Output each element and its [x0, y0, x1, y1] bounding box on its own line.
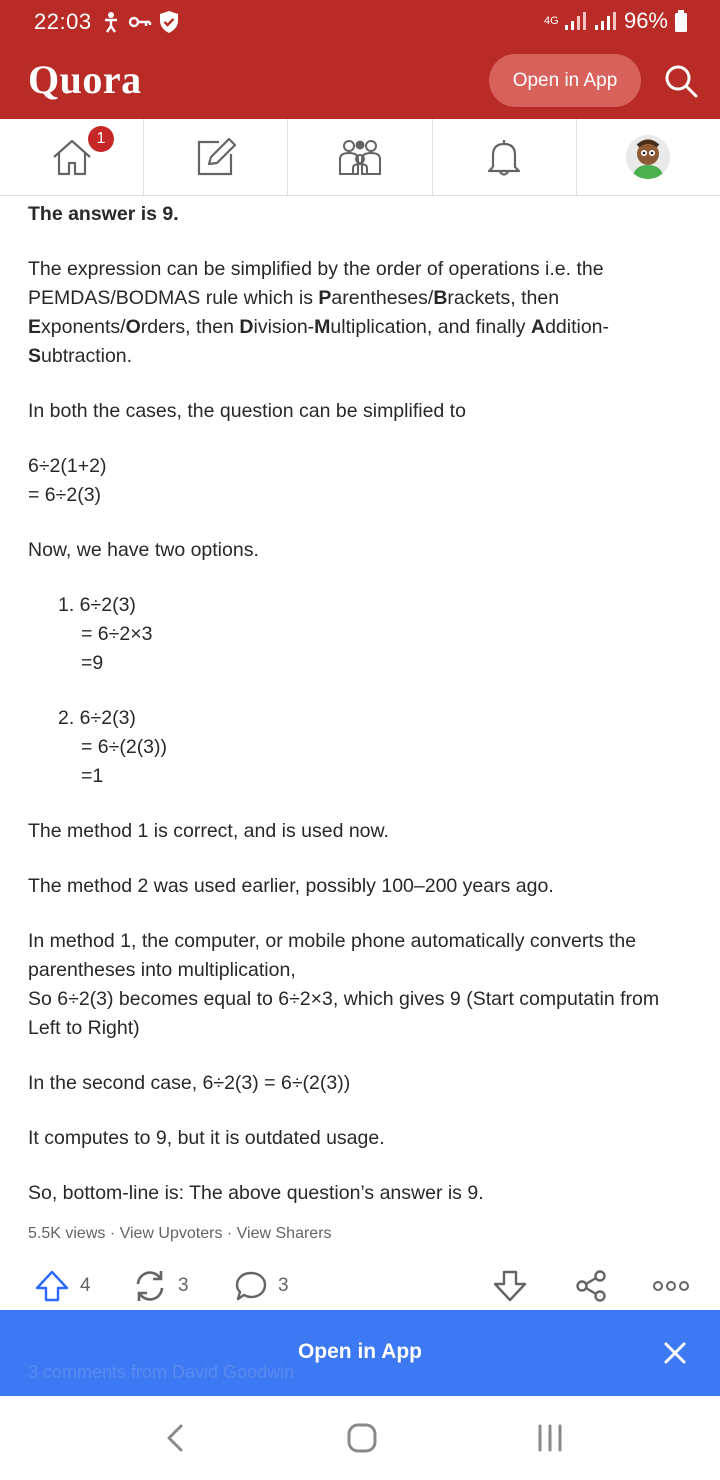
rules-text: rders, then	[140, 316, 240, 338]
tab-spaces[interactable]	[288, 119, 432, 195]
downvote-button[interactable]	[492, 1262, 528, 1310]
paragraph-second-case: In the second case, 6÷2(3) = 6÷(2(3))	[28, 1072, 351, 1094]
paragraph-method1-correct: The method 1 is correct, and is used now.	[28, 820, 389, 842]
expression-line: = 6÷2(3)	[28, 484, 102, 506]
signal-icon	[564, 11, 588, 31]
rules-text: ivision-	[253, 316, 315, 338]
tab-home[interactable]	[0, 119, 144, 195]
system-navigation-bar	[0, 1396, 720, 1480]
spaces-icon	[337, 137, 383, 177]
upvote-button[interactable]	[34, 1262, 91, 1310]
more-options-button[interactable]	[652, 1262, 690, 1310]
paragraph-bottom-line: So, bottom-line is: The above question’s answer is 9.	[28, 1182, 484, 1204]
rules-letter: E	[28, 316, 42, 338]
app-header	[0, 0, 720, 119]
tab-notifications[interactable]	[433, 119, 577, 195]
quora-logo[interactable]: Quora	[28, 57, 142, 102]
paragraph-outdated: It computes to 9, but it is outdated usage.	[28, 1127, 385, 1149]
paragraph-method1-detail: So 6÷2(3) becomes equal to 6÷2×3, which gives 9 (Start computatin from Left to Right)	[28, 988, 660, 1039]
view-sharers-link[interactable]: View Sharers	[236, 1225, 332, 1242]
paragraph-options: Now, we have two options.	[28, 539, 259, 561]
status-bar	[0, 0, 720, 44]
open-in-app-button[interactable]: Open in App	[489, 54, 641, 107]
share-icon	[574, 1269, 608, 1303]
paragraph-method2-earlier: The method 2 was used earlier, possibly 100–200 years ago.	[28, 875, 554, 897]
home-notification-badge: 1	[88, 126, 114, 152]
battery-icon	[674, 9, 688, 33]
rules-text: The expression can be simplified by the order of operations i.e. the PEMDAS/BODMAS rule which is	[28, 258, 604, 309]
home-icon	[50, 137, 94, 177]
comment-icon	[234, 1269, 268, 1303]
tab-profile[interactable]	[577, 119, 720, 195]
banner-open-in-app-label[interactable]: Open in App	[297, 1340, 423, 1363]
shield-icon	[158, 10, 180, 34]
rules-letter: P	[318, 287, 332, 309]
comment-button[interactable]	[234, 1262, 289, 1310]
rules-text: ubtraction.	[41, 345, 133, 367]
accessibility-icon	[100, 11, 122, 33]
rules-text: ddition-	[545, 316, 610, 338]
rules-text: xponents/	[41, 316, 126, 338]
meta-separator: ·	[222, 1225, 237, 1242]
view-upvoters-link[interactable]: View Upvoters	[119, 1225, 223, 1242]
status-right	[544, 8, 688, 34]
status-time: 22:03	[34, 9, 92, 34]
rules-letter: D	[239, 316, 254, 338]
rules-letter: A	[530, 316, 546, 338]
expression-line: 6÷2(1+2)	[28, 455, 107, 477]
status-icons	[100, 10, 180, 34]
paragraph-rules	[28, 255, 696, 371]
option-list	[28, 591, 696, 791]
avatar	[626, 135, 670, 179]
rules-letter: B	[433, 287, 448, 309]
comment-count: 3	[278, 1275, 289, 1296]
reshare-icon	[132, 1268, 168, 1304]
bell-icon	[484, 136, 524, 178]
battery-percent: 96%	[623, 8, 668, 33]
option-2-line: 2. 6÷2(3)	[58, 707, 136, 729]
option-1-step: =9	[81, 652, 104, 674]
hidden-comments-preview: 3 comments from David Goodwin	[28, 1362, 295, 1382]
open-in-app-banner[interactable]	[0, 1310, 720, 1396]
share-count: 3	[178, 1275, 189, 1296]
tab-answer[interactable]	[144, 119, 288, 195]
option-1-step: = 6÷2×3	[81, 623, 153, 645]
home-button-icon[interactable]	[342, 1418, 382, 1458]
answer-body	[28, 200, 696, 1208]
rules-text: rackets, then	[447, 287, 560, 309]
paragraph-both-cases: In both the cases, the question can be simplified to	[28, 400, 466, 422]
key-icon	[128, 11, 152, 33]
rules-letter: S	[28, 345, 42, 367]
back-icon[interactable]	[156, 1418, 196, 1458]
avatar-image	[626, 135, 670, 179]
search-icon[interactable]	[664, 64, 698, 98]
rules-text: ultiplication, and finally	[330, 316, 531, 338]
upvote-icon	[34, 1269, 70, 1303]
main-nav	[0, 119, 720, 196]
more-dots-icon	[652, 1279, 690, 1293]
paragraph-method1-detail: In method 1, the computer, or mobile phone automatically converts the parentheses into multiplication,	[28, 930, 637, 981]
rules-letter: O	[125, 316, 141, 338]
share-link-button[interactable]	[574, 1262, 608, 1310]
share-button[interactable]	[132, 1262, 189, 1310]
rules-text: arentheses/	[331, 287, 434, 309]
rules-letter: M	[314, 316, 331, 338]
edit-icon	[195, 137, 237, 177]
upvote-count: 4	[80, 1275, 91, 1296]
answer-meta	[28, 1225, 332, 1243]
option-2-step: = 6÷(2(3))	[81, 736, 168, 758]
downvote-icon	[492, 1269, 528, 1303]
option-1-line: 1. 6÷2(3)	[58, 594, 136, 616]
close-icon[interactable]	[660, 1338, 690, 1368]
view-count: 5.5K views	[28, 1225, 106, 1242]
network-type: 4G	[543, 15, 559, 27]
answer-actions	[0, 1262, 720, 1310]
recent-apps-icon[interactable]	[530, 1418, 570, 1458]
answer-heading: The answer is 9.	[28, 203, 179, 225]
option-2-step: =1	[81, 765, 104, 787]
quora-header	[0, 44, 720, 119]
signal-icon	[594, 11, 618, 31]
meta-separator: ·	[105, 1225, 120, 1242]
